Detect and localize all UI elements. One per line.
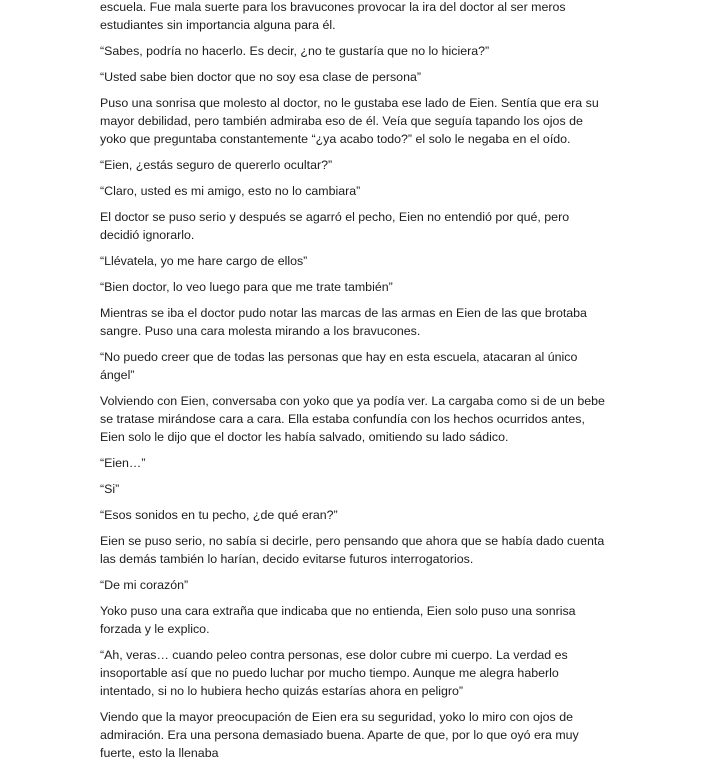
paragraph: El doctor se puso serio y después se agarró el pecho, Eien no entendió por qué, pero decidió ignorarlo. xyxy=(100,210,570,242)
paragraph: Viendo que la mayor preocupación de Eien era su seguridad, yoko lo miro con ojos de admiración. Era una persona demasiado buena. Aparte de que, por lo que oyó era muy fuerte, esto la llenaba xyxy=(100,710,579,760)
paragraph: “Claro, usted es mi amigo, esto no lo cambiara” xyxy=(100,184,361,198)
text-column xyxy=(100,0,606,768)
paragraph: Mientras se iba el doctor pudo notar las marcas de las armas en Eien de las que brotaba sangre. Puso una cara molesta mirando a los bravucones. xyxy=(100,306,587,338)
paragraph: “Si” xyxy=(100,482,120,496)
paragraph: “Ah, veras… cuando peleo contra personas, ese dolor cubre mi cuerpo. La verdad es insoportable así que no puedo luchar por mucho tiempo. Aunque me alegra haberlo intentado, si no lo hubiera hecho quizás estarías ahora en peligro” xyxy=(100,648,568,698)
paragraph: “Bien doctor, lo veo luego para que me trate también” xyxy=(100,280,393,294)
paragraph: Yoko puso una cara extraña que indicaba que no entienda, Eien solo puso una sonrisa forzada y le explico. xyxy=(100,604,576,636)
paragraph: Eien se puso serio, no sabía si decirle, pero pensando que ahora que se había dado cuenta las demás también lo harían, decido evitarse futuros interrogatorios. xyxy=(100,534,605,566)
paragraph: “No puedo creer que de todas las personas que hay en esta escuela, atacaran al único ángel” xyxy=(100,350,578,382)
paragraph: “Eien, ¿estás seguro de quererlo ocultar?” xyxy=(100,158,333,172)
paragraph: “Eien…” xyxy=(100,456,146,470)
paragraph: Puso una sonrisa que molesto al doctor, no le gustaba ese lado de Eien. Sentía que era su mayor debilidad, pero también admiraba eso de él. Veía que seguía tapando los ojos de yoko que preguntaba constantemente “¿ya acabo todo?” el solo le negaba en el oído. xyxy=(100,96,599,146)
paragraph: “Llévatela, yo me hare cargo de ellos” xyxy=(100,254,308,268)
paragraph: escuela. Fue mala suerte para los bravucones provocar la ira del doctor al ser meros estudiantes sin importancia alguna para él. xyxy=(100,0,566,32)
paragraph: “Esos sonidos en tu pecho, ¿de qué eran?” xyxy=(100,508,338,522)
paragraph: “Sabes, podría no hacerlo. Es decir, ¿no te gustaría que no lo hiciera?” xyxy=(100,44,490,58)
paragraph: “Usted sabe bien doctor que no soy esa clase de persona” xyxy=(100,70,421,84)
paragraph: “De mi corazón” xyxy=(100,578,189,592)
paragraph: Volviendo con Eien, conversaba con yoko que ya podía ver. La cargaba como si de un bebe se tratase mirándose cara a cara. Ella estaba confundía con los hechos ocurridos antes, Eien solo le dijo que el doctor les había salvado, omitiendo su lado sádico. xyxy=(100,394,605,444)
